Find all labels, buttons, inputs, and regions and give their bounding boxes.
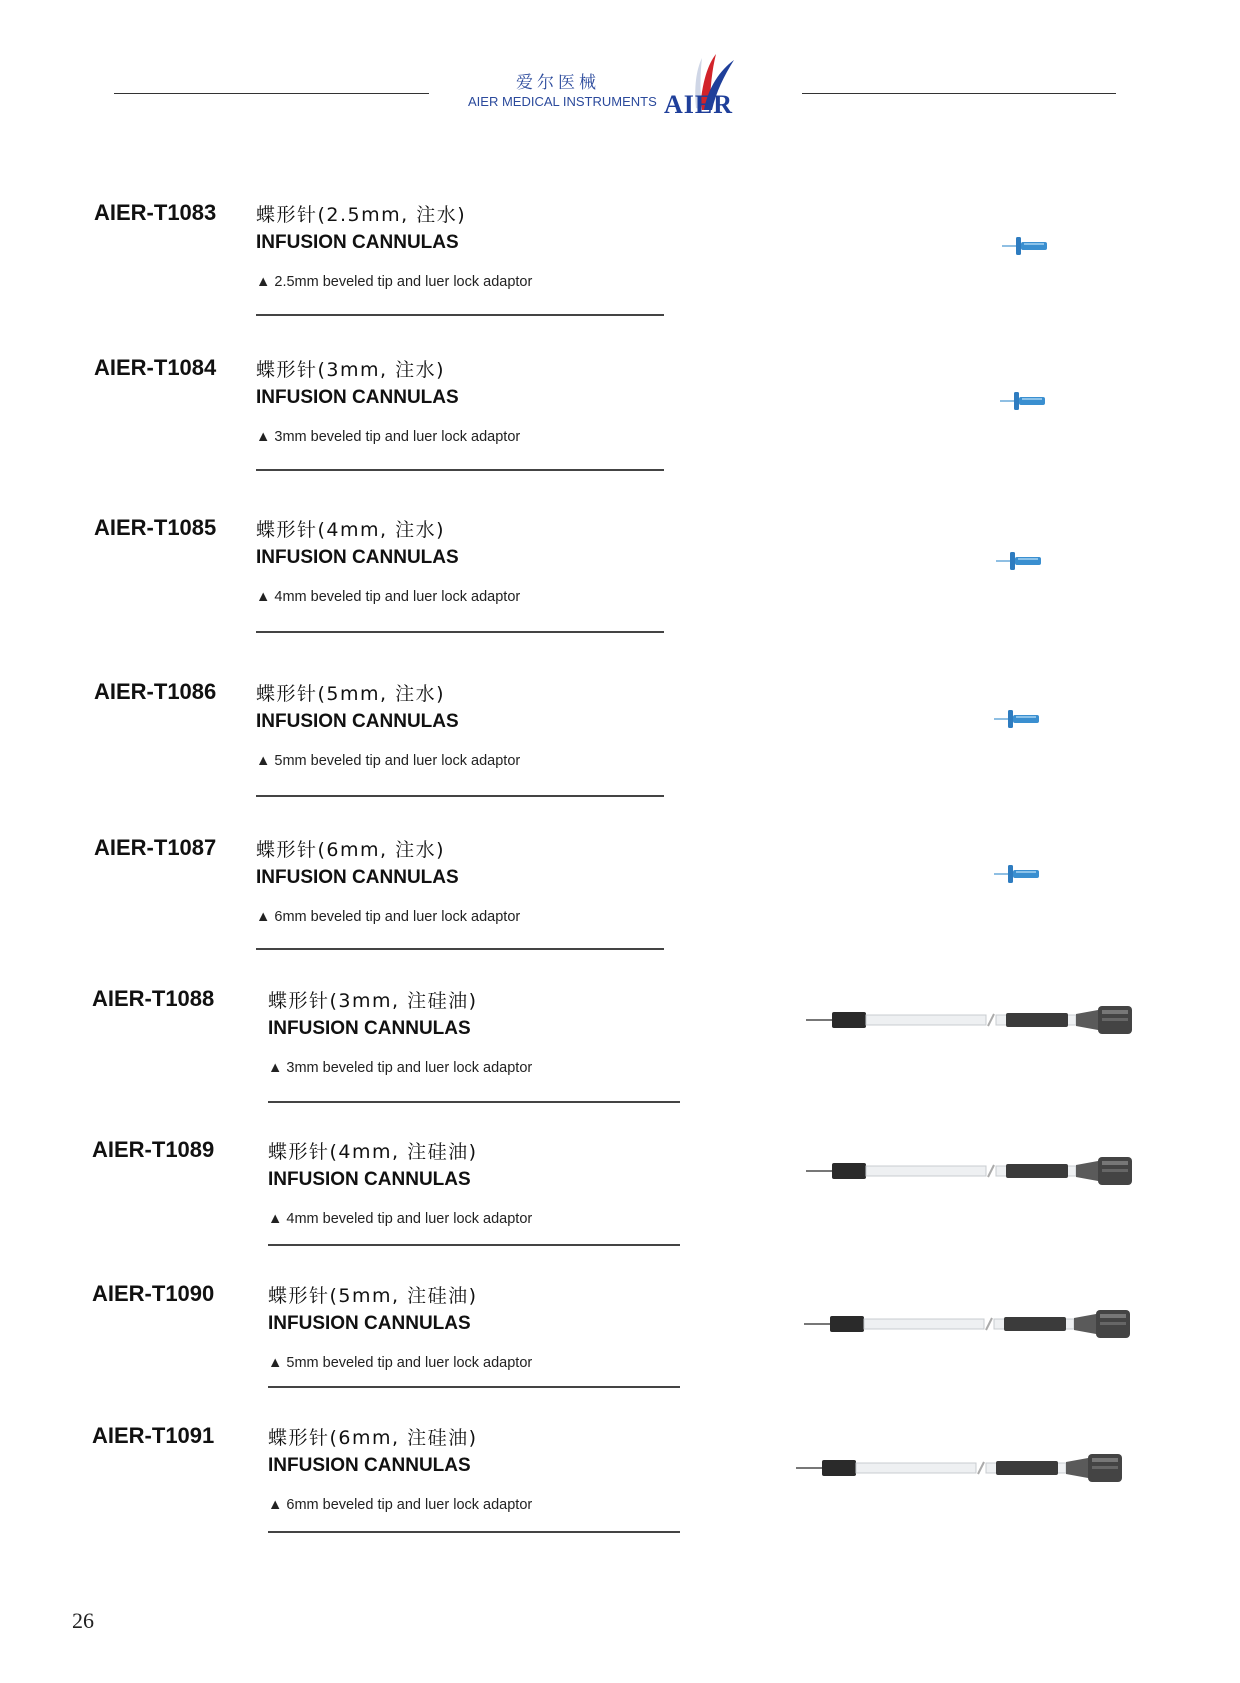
product-divider bbox=[268, 1244, 680, 1246]
small-blue-cannula-icon bbox=[1000, 390, 1050, 412]
header-rule-right bbox=[802, 93, 1116, 94]
product-name-cn: 蝶形针(4mm, 注硅油) bbox=[268, 1141, 478, 1163]
product-code: AIER-T1084 bbox=[94, 355, 217, 380]
company-name-cn: 爱尔医械 bbox=[516, 73, 600, 93]
small-blue-cannula-icon bbox=[996, 550, 1046, 572]
long-tube-cannula-icon bbox=[804, 1304, 1144, 1344]
product-divider bbox=[256, 795, 664, 797]
product-name-cn: 蝶形针(3mm, 注水) bbox=[256, 359, 446, 381]
product-name-cn: 蝶形针(5mm, 注水) bbox=[256, 683, 446, 705]
small-blue-cannula-icon bbox=[1002, 235, 1052, 257]
product-description: ▲ 3mm beveled tip and luer lock adaptor bbox=[256, 429, 521, 445]
product-code: AIER-T1083 bbox=[94, 200, 217, 225]
product-divider bbox=[268, 1531, 680, 1533]
product-description: ▲ 4mm beveled tip and luer lock adaptor bbox=[256, 589, 521, 605]
logo-text: AIER bbox=[664, 90, 734, 119]
product-description: ▲ 3mm beveled tip and luer lock adaptor bbox=[268, 1060, 533, 1076]
product-name-cn: 蝶形针(2.5mm, 注水) bbox=[256, 204, 467, 226]
product-name-en: INFUSION CANNULAS bbox=[256, 232, 459, 253]
product-description: ▲ 6mm beveled tip and luer lock adaptor bbox=[268, 1497, 533, 1513]
product-divider bbox=[256, 314, 664, 316]
product-name-en: INFUSION CANNULAS bbox=[256, 547, 459, 568]
long-tube-cannula-icon bbox=[796, 1448, 1136, 1488]
product-code: AIER-T1090 bbox=[92, 1281, 215, 1306]
product-description: ▲ 6mm beveled tip and luer lock adaptor bbox=[256, 909, 521, 925]
product-divider bbox=[256, 469, 664, 471]
product-code: AIER-T1087 bbox=[94, 835, 217, 860]
product-description: ▲ 5mm beveled tip and luer lock adaptor bbox=[268, 1355, 533, 1371]
company-name-en: AIER MEDICAL INSTRUMENTS bbox=[468, 94, 657, 109]
header-rule-left bbox=[114, 93, 429, 94]
page-number: 26 bbox=[72, 1608, 94, 1633]
product-name-en: INFUSION CANNULAS bbox=[256, 711, 459, 732]
product-name-en: INFUSION CANNULAS bbox=[268, 1018, 471, 1039]
product-name-en: INFUSION CANNULAS bbox=[268, 1455, 471, 1476]
product-divider bbox=[268, 1386, 680, 1388]
small-blue-cannula-icon bbox=[994, 708, 1044, 730]
product-name-en: INFUSION CANNULAS bbox=[268, 1313, 471, 1334]
product-code: AIER-T1089 bbox=[92, 1137, 215, 1162]
product-description: ▲ 4mm beveled tip and luer lock adaptor bbox=[268, 1211, 533, 1227]
product-description: ▲ 2.5mm beveled tip and luer lock adaptor bbox=[256, 274, 533, 290]
product-divider bbox=[268, 1101, 680, 1103]
product-divider bbox=[256, 948, 664, 950]
product-name-en: INFUSION CANNULAS bbox=[256, 867, 459, 888]
small-blue-cannula-icon bbox=[994, 863, 1044, 885]
product-name-cn: 蝶形针(6mm, 注水) bbox=[256, 839, 446, 861]
product-code: AIER-T1085 bbox=[94, 515, 217, 540]
product-name-cn: 蝶形针(6mm, 注硅油) bbox=[268, 1427, 478, 1449]
product-description: ▲ 5mm beveled tip and luer lock adaptor bbox=[256, 753, 521, 769]
product-name-en: INFUSION CANNULAS bbox=[256, 387, 459, 408]
product-code: AIER-T1088 bbox=[92, 986, 215, 1011]
long-tube-cannula-icon bbox=[806, 1000, 1146, 1040]
product-name-en: INFUSION CANNULAS bbox=[268, 1169, 471, 1190]
long-tube-cannula-icon bbox=[806, 1151, 1146, 1191]
aier-logo bbox=[664, 52, 760, 122]
product-code: AIER-T1086 bbox=[94, 679, 217, 704]
product-name-cn: 蝶形针(3mm, 注硅油) bbox=[268, 990, 478, 1012]
product-name-cn: 蝶形针(4mm, 注水) bbox=[256, 519, 446, 541]
product-name-cn: 蝶形针(5mm, 注硅油) bbox=[268, 1285, 478, 1307]
product-code: AIER-T1091 bbox=[92, 1423, 215, 1448]
product-divider bbox=[256, 631, 664, 633]
